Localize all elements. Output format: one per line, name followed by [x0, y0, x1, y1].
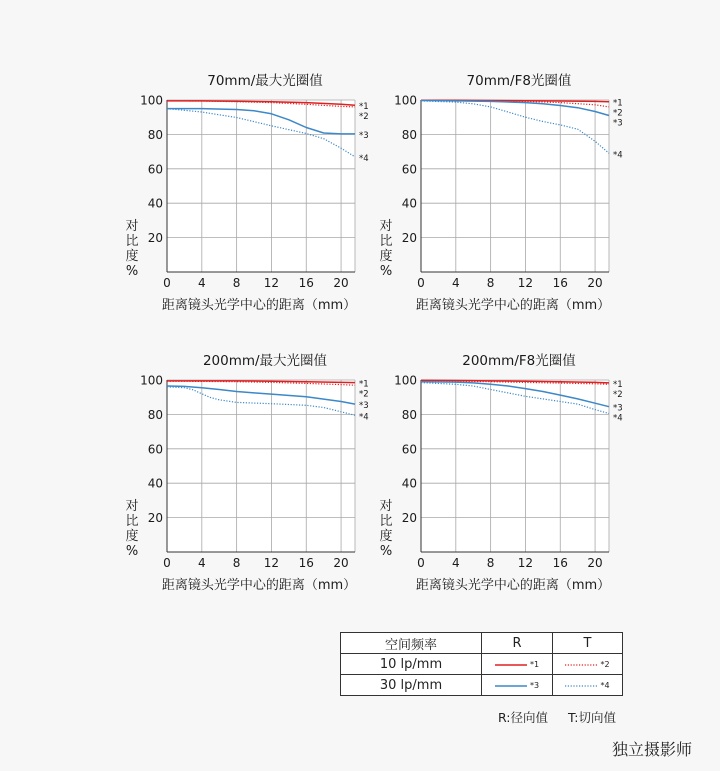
x-tick-label: 8: [486, 556, 495, 570]
plot-area: [421, 100, 609, 272]
x-tick-label: 4: [197, 556, 206, 570]
chart-title: 70mm/最大光圈值: [207, 73, 323, 89]
chart-title: 200mm/F8光圈值: [462, 353, 576, 369]
y-axis-label-char: %: [379, 544, 393, 559]
legend-t-10lp: [553, 654, 623, 675]
y-tick-label: 80: [401, 127, 417, 142]
y-tick-label: 100: [394, 373, 417, 388]
legend-header-r: R: [482, 633, 553, 654]
legend-frequency-10lp: 10 lp/mm: [341, 654, 482, 675]
legend-mark-3: *3: [529, 681, 540, 690]
y-tick-label: 100: [140, 373, 163, 388]
dotted-blue-line-icon: [565, 683, 597, 689]
chart-panel-3: [125, 352, 368, 593]
legend-swatch-t-10lp: [565, 660, 609, 669]
legend-row-10lp: [341, 654, 623, 675]
y-axis-label-char: 度: [125, 529, 139, 544]
plot-area: [167, 380, 355, 552]
x-axis-label: 距离镜头光学中心的距离（mm）: [415, 298, 611, 313]
x-tick-label: 8: [232, 556, 241, 570]
legend-swatch-r-30lp: [495, 681, 539, 690]
legend-header-row: [341, 633, 623, 654]
y-tick-label: 20: [147, 511, 163, 526]
y-axis-label-char: 比: [379, 234, 393, 249]
y-tick-label: 20: [401, 511, 417, 526]
x-tick-label: 4: [197, 276, 206, 290]
legend-frequency-30lp: 30 lp/mm: [341, 675, 482, 696]
y-tick-label: 100: [394, 93, 417, 108]
dotted-red-line-icon: [565, 662, 597, 668]
legend-table: [340, 632, 623, 696]
note-radial: R:径向值: [498, 710, 549, 725]
x-tick-label: 0: [417, 556, 425, 570]
y-axis-label-char: %: [379, 264, 393, 279]
y-axis-label-char: 度: [379, 529, 393, 544]
series-end-label: *1: [359, 379, 369, 390]
plot-area: [421, 380, 609, 552]
y-tick-label: 80: [401, 407, 417, 422]
legend-mark-4: *4: [600, 681, 610, 690]
y-tick-label: 80: [147, 127, 163, 142]
x-tick-label: 4: [451, 556, 460, 570]
series-end-label: *1: [613, 379, 623, 390]
x-tick-label: 20: [587, 556, 603, 570]
y-axis-label-char: 度: [125, 249, 139, 264]
legend-header-frequency: 空间频率: [341, 633, 482, 654]
y-tick-label: 100: [140, 93, 163, 108]
series-end-label: *2: [613, 108, 623, 119]
legend-swatch-t-30lp: [565, 681, 609, 690]
series-end-label: *3: [359, 130, 369, 141]
y-axis-label-char: %: [125, 264, 139, 279]
x-tick-label: 12: [263, 556, 280, 570]
legend-row-30lp: [341, 675, 623, 696]
legend-swatch-r-10lp: [495, 660, 539, 669]
x-tick-label: 12: [517, 556, 534, 570]
y-tick-label: 60: [401, 442, 417, 457]
x-tick-label: 0: [163, 556, 171, 570]
x-axis-label: 距离镜头光学中心的距离（mm）: [415, 578, 611, 593]
chart-title: 200mm/最大光圈值: [202, 353, 328, 369]
plot-area: [167, 100, 355, 272]
watermark: 独立摄影师: [612, 740, 693, 759]
y-axis-label-char: 对: [125, 499, 139, 514]
series-end-label: *4: [613, 413, 623, 424]
x-tick-label: 20: [587, 276, 603, 290]
y-axis-label-char: 比: [379, 514, 393, 529]
solid-red-line-icon: [495, 662, 527, 668]
series-end-label: *3: [613, 118, 623, 129]
series-end-label: *4: [613, 150, 623, 161]
y-tick-label: 40: [147, 196, 163, 211]
x-tick-label: 16: [298, 556, 314, 570]
y-tick-label: 20: [401, 231, 417, 246]
x-tick-label: 0: [417, 276, 425, 290]
series-end-label: *1: [359, 102, 369, 113]
legend-t-30lp: [553, 675, 623, 696]
y-tick-label: 60: [147, 162, 163, 177]
solid-blue-line-icon: [495, 683, 527, 689]
y-tick-label: 20: [147, 231, 163, 246]
chart-panel-1: [125, 72, 368, 313]
legend-mark-1: *1: [529, 660, 540, 669]
chart-title: 70mm/F8光圈值: [466, 73, 572, 89]
legend-header-t: T: [553, 633, 623, 654]
chart-panel-2: [379, 72, 622, 313]
series-end-label: *1: [613, 98, 623, 109]
y-axis-label-char: 对: [379, 499, 393, 514]
chart-panel-4: [379, 352, 622, 593]
y-axis-label-char: 对: [379, 219, 393, 234]
x-tick-label: 12: [263, 276, 280, 290]
y-axis-label-char: 比: [125, 514, 139, 529]
series-end-label: *2: [613, 389, 623, 400]
series-end-label: *2: [359, 112, 369, 123]
x-tick-label: 0: [163, 276, 171, 290]
x-axis-label: 距离镜头光学中心的距离（mm）: [161, 298, 357, 313]
y-axis-label-char: 比: [125, 234, 139, 249]
y-tick-label: 40: [147, 476, 163, 491]
y-axis-label-char: 度: [379, 249, 393, 264]
x-tick-label: 16: [552, 276, 568, 290]
x-tick-label: 12: [517, 276, 534, 290]
series-end-label: *3: [613, 403, 623, 414]
y-axis-label-char: %: [125, 544, 139, 559]
legend-r-10lp: [482, 654, 553, 675]
x-tick-label: 20: [333, 556, 349, 570]
y-axis-label-char: 对: [125, 219, 139, 234]
series-end-label: *4: [359, 412, 369, 423]
x-axis-label: 距离镜头光学中心的距离（mm）: [161, 578, 357, 593]
y-tick-label: 60: [401, 162, 417, 177]
series-end-label: *2: [359, 389, 369, 400]
series-end-label: *4: [359, 153, 369, 164]
y-tick-label: 40: [401, 196, 417, 211]
x-tick-label: 8: [232, 276, 241, 290]
y-tick-label: 60: [147, 442, 163, 457]
legend-notes: [498, 708, 616, 726]
y-tick-label: 40: [401, 476, 417, 491]
x-tick-label: 20: [333, 276, 349, 290]
legend-mark-2: *2: [600, 660, 610, 669]
legend-r-30lp: [482, 675, 553, 696]
y-tick-label: 80: [147, 407, 163, 422]
series-end-label: *3: [359, 401, 369, 412]
x-tick-label: 16: [552, 556, 568, 570]
x-tick-label: 16: [298, 276, 314, 290]
x-tick-label: 4: [451, 276, 460, 290]
note-tangential: T:切向值: [568, 710, 616, 725]
x-tick-label: 8: [486, 276, 495, 290]
